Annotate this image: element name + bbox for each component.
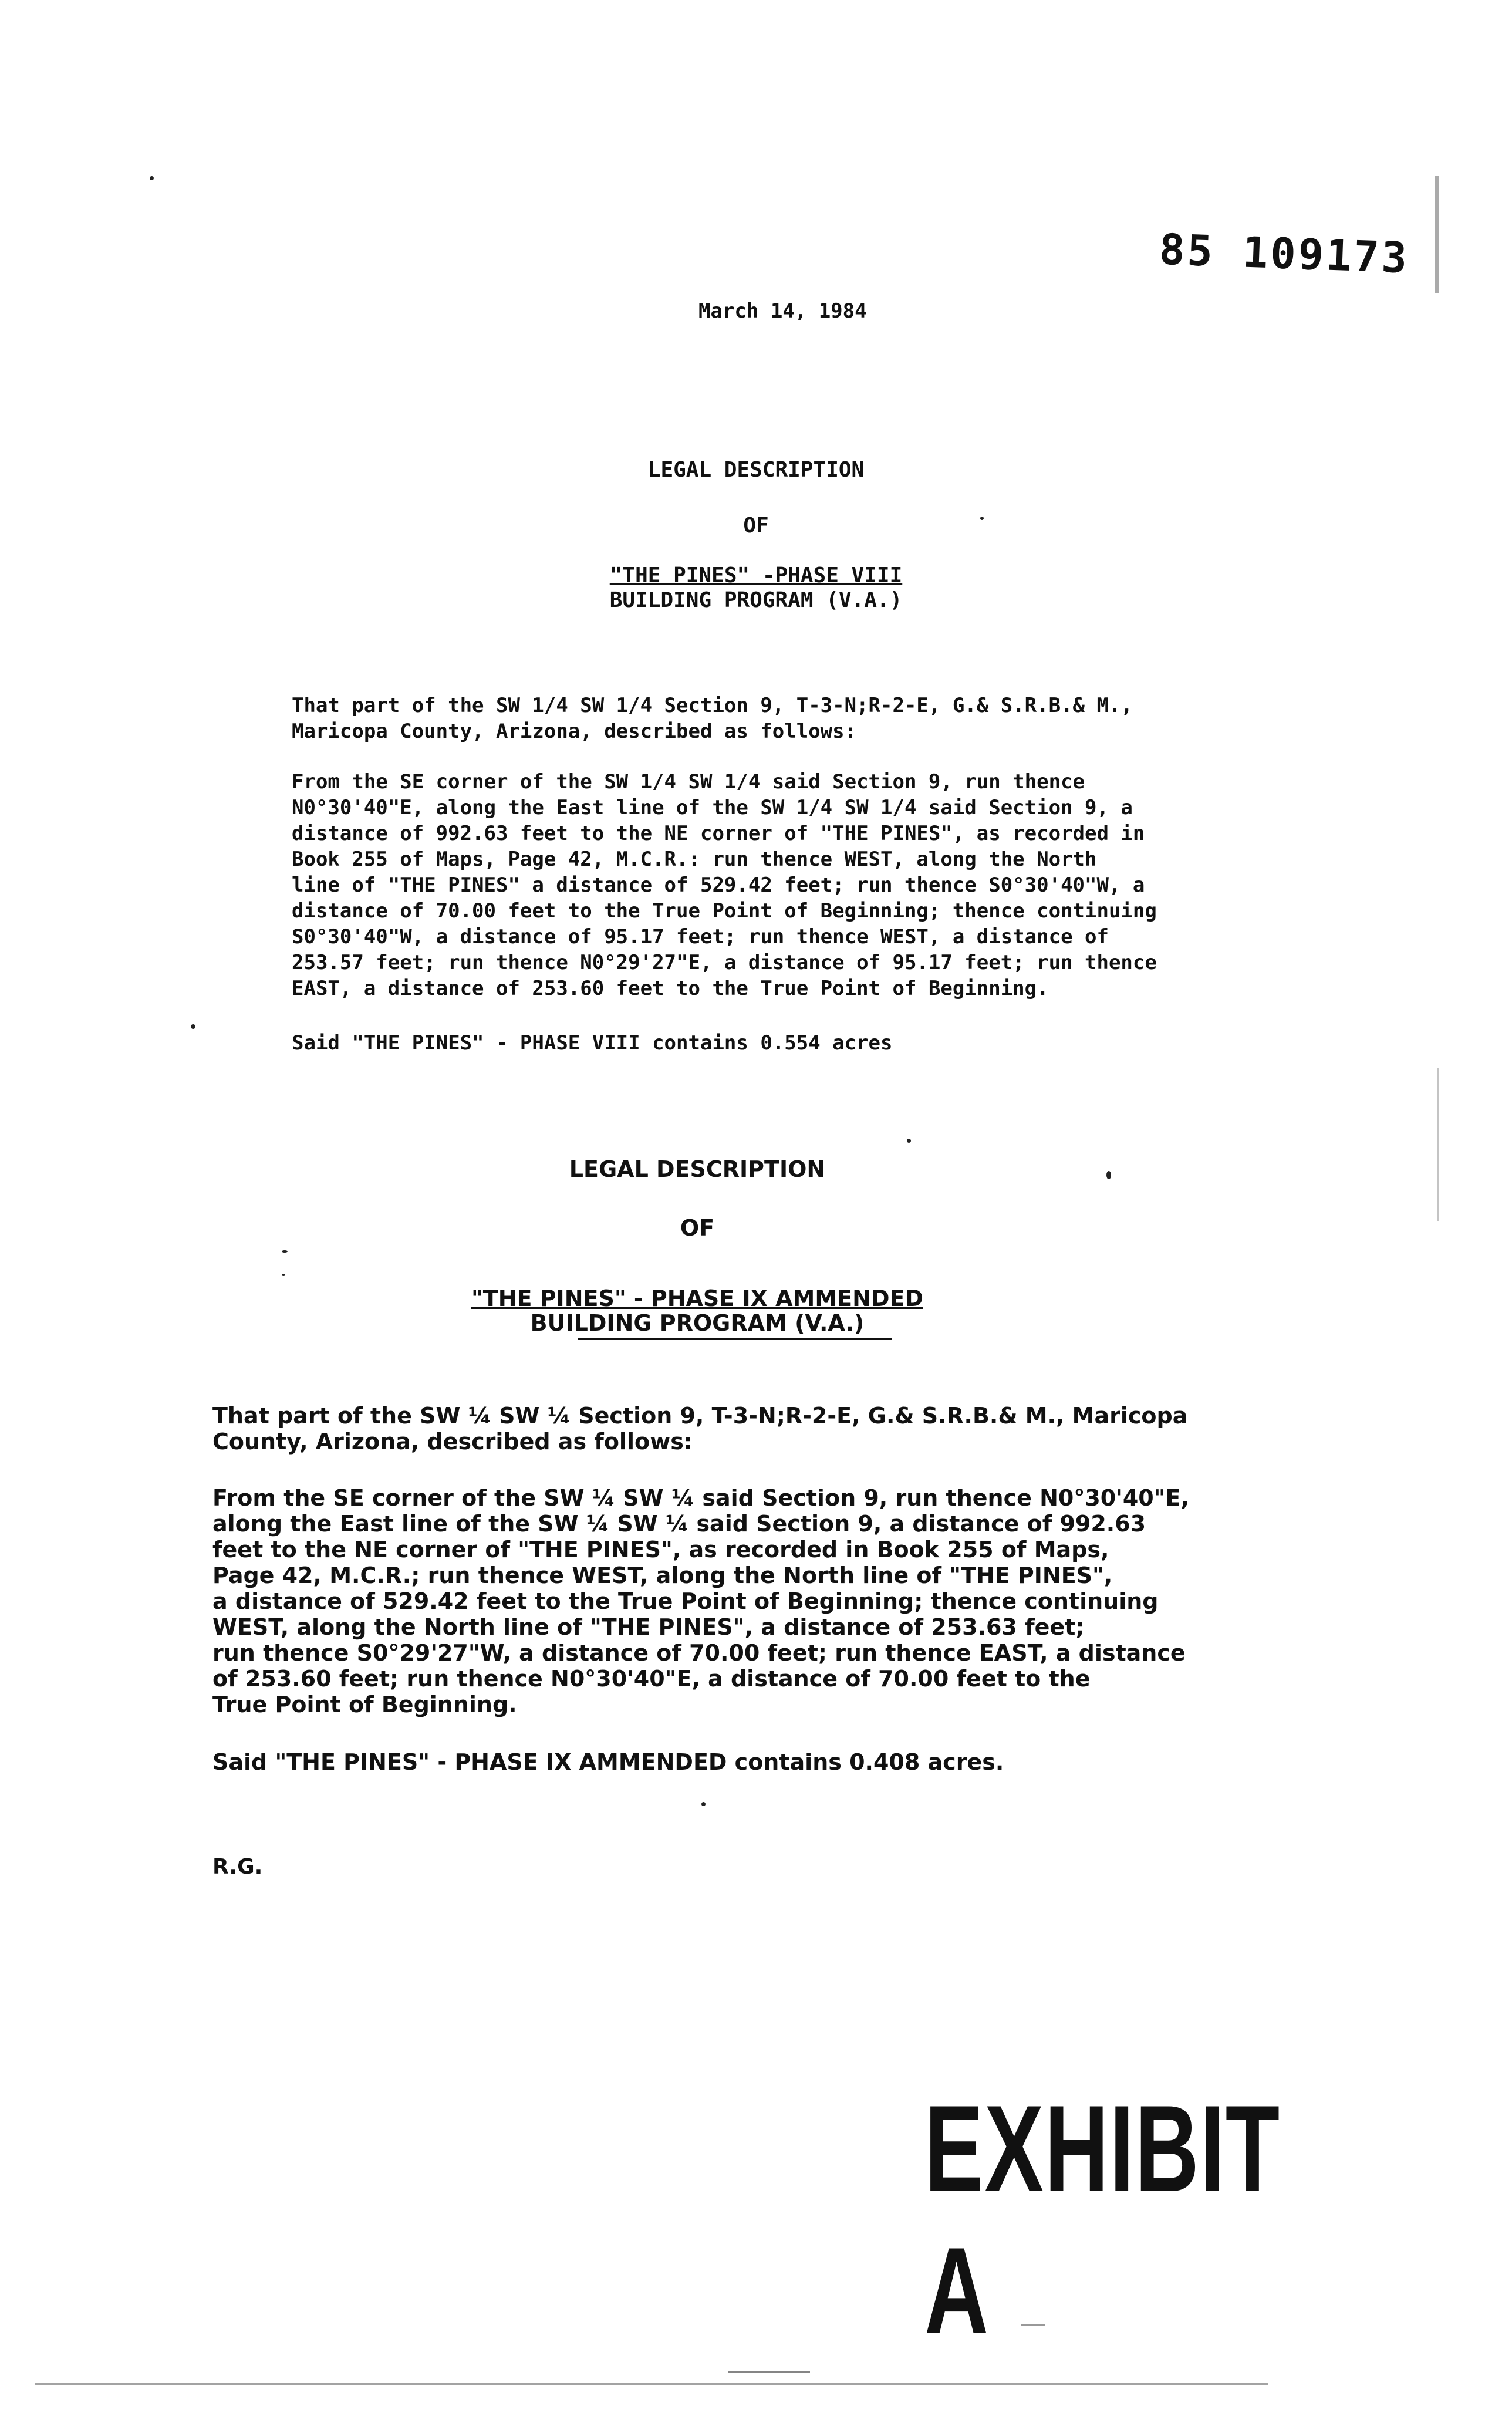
phase9-intro-paragraph: That part of the SW ¼ SW ¼ Section 9, T-3-N;R-2-E, G.& S.R.B.& M., Maricopa County, Arizona, described as follows: (212, 1403, 1188, 1455)
scan-speck (191, 1024, 195, 1029)
phase8-title-line4: BUILDING PROGRAM (V.A.) (609, 588, 903, 612)
scan-speck (150, 176, 154, 180)
document-date: March 14, 1984 (698, 299, 867, 323)
phase9-title-line1: LEGAL DESCRIPTION (569, 1156, 826, 1182)
scan-edge-mark (1437, 1068, 1439, 1221)
scan-speck (282, 1274, 285, 1276)
scan-edge-mark (1435, 176, 1439, 293)
phase9-acreage-summary: Said "THE PINES" - PHASE IX AMMENDED contains 0.408 acres. (212, 1749, 1004, 1775)
phase9-title-line3: "THE PINES" - PHASE IX AMMENDED (471, 1285, 923, 1311)
record-number-stamp: 85 109173 (1158, 224, 1410, 283)
phase8-description-paragraph: From the SE corner of the SW 1/4 SW 1/4 said Section 9, run thence N0°30'40"E, along the East line of the SW 1/4 SW 1/4 said Section 9, a distance of 992.63 feet to the NE corner of "THE PINES", as recorded in Book 255 of Maps, Page 42, M.C.R.: run thence WEST, along the North line of "THE PINES" a distance of 529.42 feet; run thence S0°30'40"W, a distance of 70.00 feet to the True Point of Beginning; thence continuing S0°30'40"W, a distance of 95.17 feet; run thence WEST, a distance of 253.57 feet; run thence N0°29'27"E, a distance of 95.17 feet; run thence EAST, a distance of 253.60 feet to the True Point of Beginning. (292, 770, 1157, 1000)
phase9-title-line2: OF (680, 1215, 715, 1241)
phase8-acreage-summary: Said "THE PINES" - PHASE VIII contains 0.554 acres (292, 1031, 893, 1055)
scan-speck (282, 1250, 288, 1253)
scan-speck (907, 1139, 911, 1143)
phase8-title-line3: "THE PINES" -PHASE VIII (609, 563, 903, 588)
phase9-title-underline (578, 1338, 892, 1340)
phase9-title-line4: BUILDING PROGRAM (V.A.) (530, 1310, 865, 1336)
scan-bottom-line (35, 2383, 1268, 2385)
phase9-description-paragraph: From the SE corner of the SW ¼ SW ¼ said Section 9, run thence N0°30'40"E, along the East line of the SW ¼ SW ¼ said Section 9, a distance of 992.63 feet to the NE corner of "THE PINES", as recorded in Book 255 of Maps, Page 42, M.C.R.; run thence WEST, along the North line of "THE PINES", a distance of 529.42 feet to the True Point of Beginning; thence continuing WEST, along the North line of "THE PINES", a distance of 253.63 feet; run thence S0°29'27"W, a distance of 70.00 feet; run thence EAST, a distance of 253.60 feet; run thence N0°30'40"E, a distance of 70.00 feet to the True Point of Beginning. (212, 1485, 1189, 1717)
scan-bottom-line (728, 2371, 810, 2373)
phase8-title-line1: LEGAL DESCRIPTION (647, 458, 865, 482)
phase8-title-line2: OF (743, 514, 769, 538)
preparer-initials: R.G. (212, 1855, 263, 1879)
exhibit-label: EXHIBIT A (924, 2080, 1281, 2360)
scan-speck (701, 1802, 706, 1806)
phase8-intro-paragraph: That part of the SW 1/4 SW 1/4 Section 9, T-3-N;R-2-E, G.& S.R.B.& M., Maricopa County, Arizona, described as follows: (292, 694, 1133, 743)
